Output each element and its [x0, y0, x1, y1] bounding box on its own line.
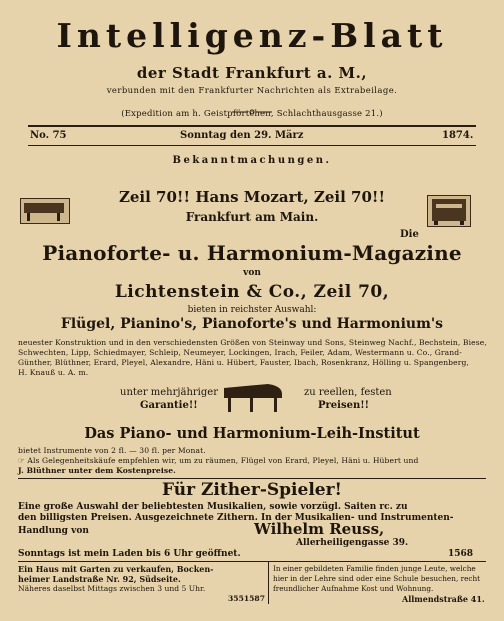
ad2-body-line: Eine große Auswahl der beliebtesten Musikalien, sowie vorzügl. Saiten rc. zu	[18, 502, 408, 512]
ad1-headline: Pianoforte- u. Harmonium-Magazine	[42, 241, 462, 265]
bottom-left-line: Näheres daselbst Mittags zwischen 3 und 5 Uhr.	[18, 584, 206, 593]
issue-year: 1874.	[442, 130, 474, 141]
masthead-subtitle: der Stadt Frankfurt a. M.,	[136, 64, 368, 82]
ad2-name: Wilhelm Reuss,	[254, 520, 385, 538]
ad1-body-line: H. Knauß u. A. m.	[18, 368, 89, 377]
bottom-right-address: Allmendstraße 41.	[402, 594, 485, 604]
ad1-zeil-line: Zeil 70!! Hans Mozart, Zeil 70!!	[118, 188, 386, 206]
masthead-connected: verbunden mit den Frankfurter Nachrichten als Extrabeilage.	[106, 86, 398, 96]
ad1-institute: Das Piano- und Harmonium-Leih-Institut	[84, 425, 420, 442]
ad1-body-line: Schwechten, Lipp, Schiedmayer, Schleip, Neumeyer, Lockingen, Irach, Feiler, Adam, Westermann u. Co., Grand-	[18, 348, 462, 357]
rule-bottom-column	[268, 562, 269, 604]
rule-ad-separator	[18, 478, 486, 479]
ad2-headline: Für Zither-Spieler!	[161, 480, 343, 500]
ad2-address: Allerheiligengasse 39.	[296, 538, 409, 548]
ad1-city: Frankfurt am Main.	[185, 210, 319, 224]
bottom-left-line: heimer Landstraße Nr. 92, Südseite.	[18, 574, 181, 584]
masthead-ornament	[232, 100, 272, 106]
rule-bottom-separator	[18, 561, 486, 562]
ad1-body-line: neuester Konstruktion und in den verschiedensten Größen von Steinway und Sons, Steinweg Nachf., Bechstein, Biese,	[18, 338, 487, 347]
ad2-number: 1568	[448, 549, 474, 559]
bottom-right-line: In einer gebildeten Familie finden junge Leute, welche	[273, 564, 476, 573]
bottom-right-line: freundlicher Aufnahme Kost und Wohnung.	[273, 584, 434, 593]
ad1-garantie-left-2: Garantie!!	[140, 400, 198, 411]
ad1-instruments: Flügel, Pianino's, Pianoforte's und Harmonium's	[60, 316, 444, 332]
ad1-institute-line: ☞ Als Gelegenheitskäufe empfehlen wir, um zu räumen, Flügel von Erard, Pleyel, Häni u. Hübert und	[18, 456, 419, 465]
masthead-title: Intelligenz-Blatt	[56, 16, 448, 55]
bottom-left-number: 3551587	[228, 594, 265, 603]
ad1-firm: Lichtenstein & Co., Zeil 70,	[114, 282, 390, 302]
bottom-left-line: Ein Haus mit Garten zu verkaufen, Bocken-	[18, 564, 214, 574]
section-heading: Bekanntmachungen.	[172, 155, 332, 166]
ad1-body-line: Günther, Blüthner, Erard, Pleyel, Alexandre, Häni u. Hübert, Fauster, Ibach, Rosenkranz, Hölling u. Spangenberg,	[18, 358, 469, 367]
issue-number: No. 75	[30, 130, 67, 141]
ad1-garantie-left-1: unter mehrjähriger	[120, 387, 218, 398]
bottom-right-line: hier in der Lehre sind oder eine Schule besuchen, recht	[273, 574, 481, 583]
ad1-garantie-right-2: Preisen!!	[318, 400, 369, 411]
rule-date-bottom	[28, 145, 476, 146]
ad2-body-line: den billigsten Preisen. Ausgezeichnete Zithern. In der Musikalien- und Instrumenten-	[18, 513, 454, 523]
masthead-expedition: (Expedition am h. Geistpförtchen, Schlachthausgasse 21.)	[121, 109, 383, 119]
issue-date: Sonntag den 29. März	[180, 130, 304, 141]
ad1-von: von	[243, 268, 261, 278]
ad1-institute-line: bietet Instrumente von 2 fl. — 30 fl. per Monat.	[18, 446, 206, 455]
ad2-handlung: Handlung von	[18, 526, 89, 536]
ad1-die: Die	[400, 229, 419, 240]
ad1-garantie-right-1: zu reellen, festen	[304, 387, 392, 398]
grand-piano-illustration	[220, 378, 286, 414]
ad1-bieten: bieten in reichster Auswahl:	[187, 305, 317, 315]
rule-top	[28, 125, 476, 127]
ad2-sunday: Sonntags ist mein Laden bis 6 Uhr geöffnet.	[18, 549, 241, 559]
ad1-institute-line: J. Blüthner unter dem Kostenpreise.	[18, 466, 176, 475]
